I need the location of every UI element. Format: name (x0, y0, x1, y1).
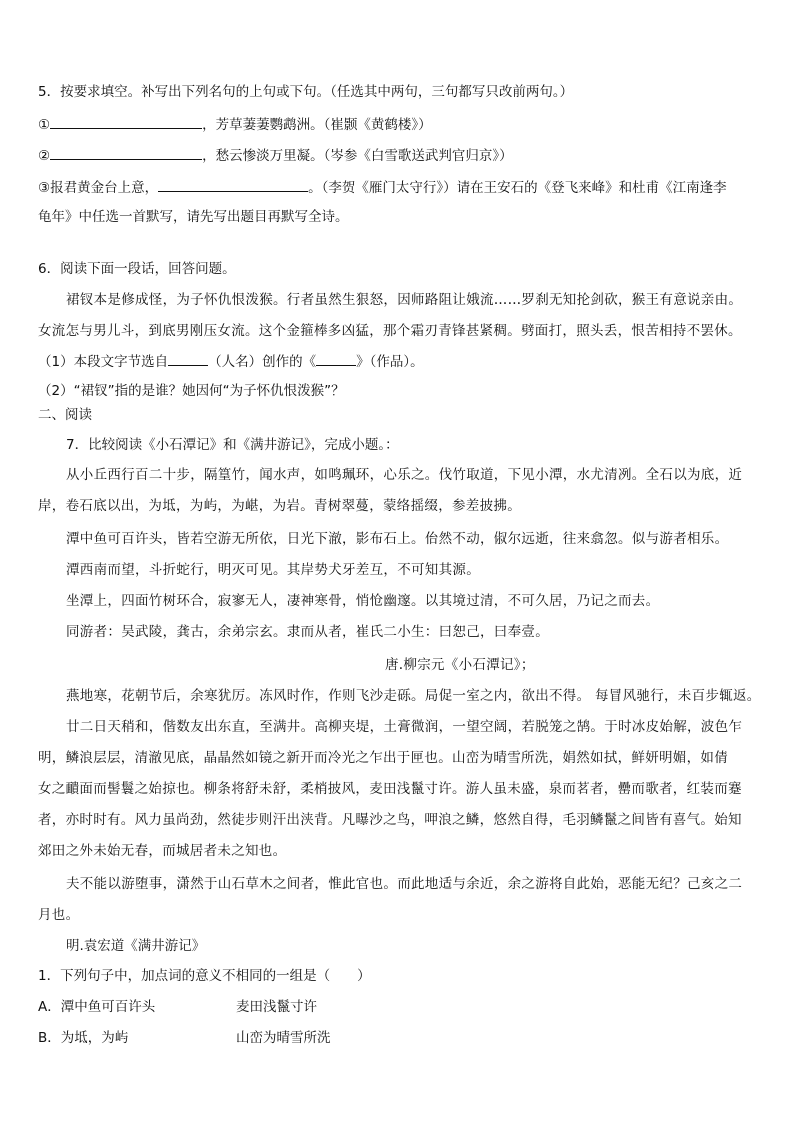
passage-b-line: 明，鳞浪层层，清澈见底，晶晶然如镜之新开而冷光之乍出于匣也。山峦为晴雪所洗，娟然如拭，鲜妍明媚，如倩 (38, 750, 728, 766)
q6-sub-1-c: 》（作品）。 (356, 354, 424, 370)
passage-b-line: 女之靧面而髻鬟之始掠也。柳条将舒未舒，柔梢披风，麦田浅鬣寸许。游人虽未盛，泉而茗者，罍而歌者，红装而蹇 (38, 781, 742, 797)
q7-stem: 7．比较阅读《小石潭记》和《满井游记》，完成小题。： (66, 437, 399, 453)
passage-a-line: 岸，卷石底以出，为坻，为屿，为嵁，为岩。青树翠蔓，蒙络摇缀，参差披拂。 (38, 498, 521, 514)
q6-sub-1-b: （人名）创作的《 (208, 354, 317, 370)
answer-blank[interactable] (158, 177, 308, 192)
answer-blank[interactable] (316, 351, 356, 366)
passage-b-line: 廿二日天稍和，偕数友出东直，至满井。高柳夹堤，土膏微润，一望空阔，若脱笼之鹄。于时冰皮始解，波色乍 (66, 719, 743, 735)
answer-blank[interactable] (50, 145, 202, 160)
q5-line-2 (38, 145, 513, 166)
q6-sub-2: （2）“裙钗”指的是谁？她因何“为子怀仇恨泼猴”？ (38, 383, 345, 399)
passage-a-source: 唐.柳宗元《小石潭记》； (385, 657, 535, 673)
sub-question-1-stem: 1．下列句子中，加点词的意义不相同的一组是（ ） (38, 968, 371, 984)
passage-a-line: 坐潭上，四面竹树环合，寂寥无人，凄神寒骨，悄怆幽邃。以其境过清，不可久居，乃记之而去。 (66, 593, 660, 609)
section-title: 二、阅读 (38, 407, 92, 423)
option-b-label: B．为坻，为屿 (38, 1030, 129, 1046)
answer-blank[interactable] (50, 114, 202, 129)
passage-b-line: 者，亦时时有。风力虽尚劲，然徒步则汗出浃背。凡曝沙之鸟，呷浪之鳞，悠然自得，毛羽鳞鬣之间皆有喜气。始知 (38, 812, 742, 828)
q5-line-3-post: 。（李贺《雁门太守行》）请在王安石的《登飞来峰》和杜甫《江南逢李 (308, 180, 727, 196)
option-b-right: 山峦为晴雪所洗 (236, 1030, 331, 1046)
option-a[interactable] (38, 997, 317, 1017)
q5-line-3-pre: ③报君黄金台上意， (38, 180, 159, 196)
passage-b-line: 月也。 (38, 907, 80, 923)
q5-line-1-num: ① (38, 117, 51, 133)
q6-sub-1 (38, 351, 424, 372)
option-a-label: A．潭中鱼可百许头 (38, 999, 156, 1015)
passage-b-line: 夫不能以游堕事，潇然于山石草木之间者，惟此官也。而此地适与余近，余之游将自此始，恶能无纪？己亥之二 (66, 876, 743, 892)
passage-b-line: 燕地寒，花朝节后，余寒犹厉。冻风时作，作则飞沙走砾。局促一室之内，欲出不得。 每冒风驰行，未百步辄返。 (66, 688, 761, 704)
answer-blank[interactable] (168, 351, 208, 366)
q5-line-3-cont: 龟年》中任选一首默写，请先写出题目再默写全诗。 (38, 209, 349, 225)
passage-b-source: 明.袁宏道《满井游记》 (66, 938, 206, 954)
q5-line-1-text: ，芳草萋萋鹦鹉洲。（崔颢《黄鹤楼》） (202, 117, 432, 133)
passage-a-line: 从小丘西行百二十步，隔篁竹，闻水声，如鸣珮环，心乐之。伐竹取道，下见小潭，水尤清冽。全石以为底，近 (66, 467, 743, 483)
q5-stem: 5．按要求填空。补写出下列名句的上句或下句。（任选其中两句，三句都写只改前两句。） (38, 84, 574, 100)
option-a-right: 麦田浅鬣寸许 (236, 999, 317, 1015)
passage-a-line: 潭西南而望，斗折蛇行，明灭可见。其岸势犬牙差互，不可知其源。 (66, 562, 480, 578)
passage-a-line: 潭中鱼可百许头，皆若空游无所依，日光下澈，影布石上。佁然不动，俶尔远逝，往来翕忽。似与游者相乐。 (66, 531, 729, 547)
q5-line-2-text: ，愁云惨淡万里凝。（岑参《白雪歌送武判官归京》） (202, 148, 513, 164)
option-b[interactable] (38, 1028, 331, 1048)
passage-b-line: 郊田之外未始无春，而城居者未之知也。 (38, 843, 287, 859)
q5-line-1 (38, 114, 432, 135)
q6-stem: 6．阅读下面一段话，回答问题。 (38, 261, 236, 277)
q6-passage-line: 女流怎与男儿斗，到底男刚压女流。这个金箍棒多凶猛，那个霜刃青锋甚紧稠。劈面打，照头丢，恨苦相持不罢休。 (38, 323, 742, 339)
q6-sub-1-a: （1）本段文字节选自 (38, 354, 169, 370)
q5-line-2-num: ② (38, 148, 51, 164)
passage-a-line: 同游者：吴武陵，龚古，余弟宗玄。隶而从者，崔氏二小生：曰恕己，曰奉壹。 (66, 624, 549, 640)
q6-passage-line: 裙钗本是修成怪，为子怀仇恨泼猴。行者虽然生狠怒，因师路阻让娥流……罗刹无知抡剑砍，猴王有意说亲由。 (66, 292, 743, 308)
q5-line-3 (38, 177, 727, 198)
